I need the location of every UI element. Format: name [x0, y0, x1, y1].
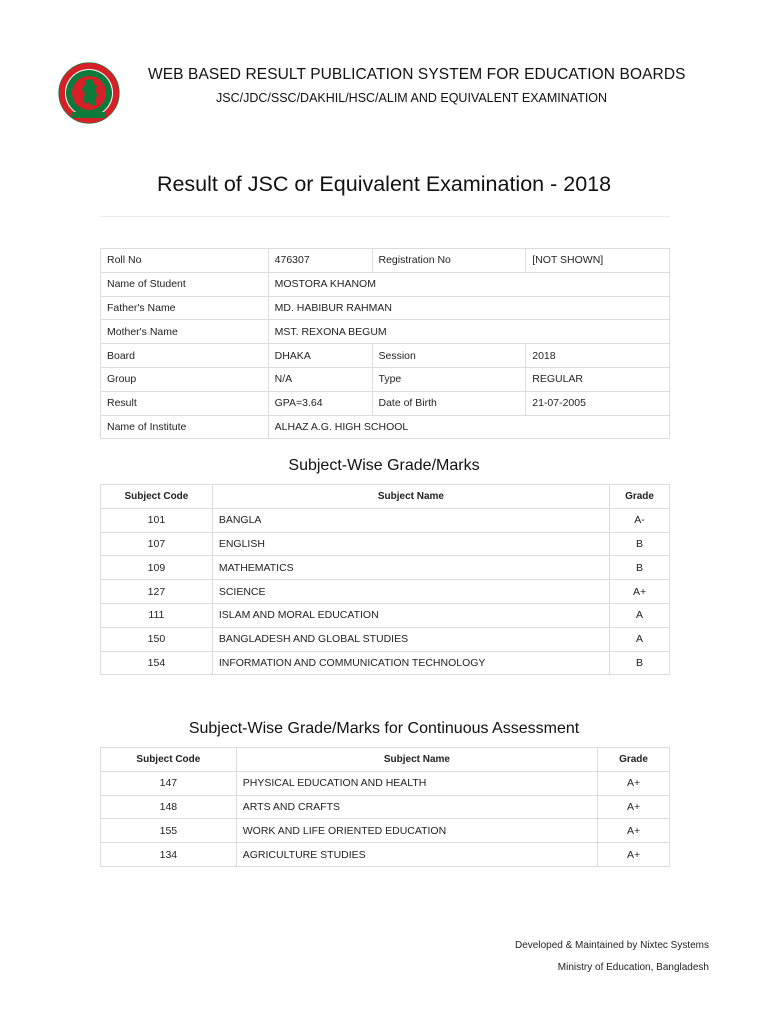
dob-value: 21-07-2005	[526, 391, 670, 415]
subject-name: ENGLISH	[212, 532, 609, 556]
table-row	[101, 556, 670, 580]
subject-grade: A+	[598, 843, 670, 867]
ca-section-title: Subject-Wise Grade/Marks for Continuous Assessment	[188, 720, 580, 737]
result-label: Result	[101, 391, 269, 415]
column-header-code: Subject Code	[101, 748, 237, 772]
table-row	[101, 391, 670, 415]
column-header-grade: Grade	[610, 485, 670, 509]
table-row	[101, 296, 670, 320]
subject-name: WORK AND LIFE ORIENTED EDUCATION	[236, 819, 597, 843]
subject-code: 154	[101, 651, 213, 675]
government-seal-logo	[58, 62, 120, 124]
column-header-name: Subject Name	[212, 485, 609, 509]
table-row	[101, 508, 670, 532]
session-label: Session	[372, 344, 526, 368]
subject-grade: B	[610, 651, 670, 675]
subjects-section-title: Subject-Wise Grade/Marks	[288, 457, 480, 474]
table-row	[101, 771, 670, 795]
subject-grade: A+	[598, 819, 670, 843]
subject-code: 148	[101, 795, 237, 819]
student-name-label: Name of Student	[101, 272, 269, 296]
father-name-label: Father's Name	[101, 296, 269, 320]
roll-value: 476307	[268, 249, 372, 273]
subject-grades-table	[100, 484, 670, 675]
table-header-row	[101, 748, 670, 772]
header-title: WEB BASED RESULT PUBLICATION SYSTEM FOR EDUCATION BOARDS	[148, 66, 686, 83]
group-value: N/A	[268, 367, 372, 391]
page-header	[58, 58, 738, 122]
dob-label: Date of Birth	[372, 391, 526, 415]
subject-code: 109	[101, 556, 213, 580]
table-row	[101, 819, 670, 843]
footer-ministry: Ministry of Education, Bangladesh	[557, 962, 709, 973]
institute-value: ALHAZ A.G. HIGH SCHOOL	[268, 415, 669, 439]
column-header-name: Subject Name	[236, 748, 597, 772]
subject-code: 134	[101, 843, 237, 867]
subject-grade: B	[610, 556, 670, 580]
subject-grade: A	[610, 627, 670, 651]
table-row	[101, 843, 670, 867]
subject-code: 155	[101, 819, 237, 843]
subject-name: BANGLA	[212, 508, 609, 532]
board-value: DHAKA	[268, 344, 372, 368]
footer-developer-credit: Developed & Maintained by Nixtec Systems	[515, 940, 709, 951]
subject-grade: A-	[610, 508, 670, 532]
table-row	[101, 320, 670, 344]
subject-grade: A+	[610, 580, 670, 604]
mother-name-value: MST. REXONA BEGUM	[268, 320, 669, 344]
column-header-grade: Grade	[598, 748, 670, 772]
result-value: GPA=3.64	[268, 391, 372, 415]
table-row	[101, 603, 670, 627]
table-row	[101, 249, 670, 273]
subject-name: BANGLADESH AND GLOBAL STUDIES	[212, 627, 609, 651]
subject-name: PHYSICAL EDUCATION AND HEALTH	[236, 771, 597, 795]
header-subtitle: JSC/JDC/SSC/DAKHIL/HSC/ALIM AND EQUIVALENT EXAMINATION	[216, 91, 608, 105]
subject-grade: B	[610, 532, 670, 556]
table-header-row	[101, 485, 670, 509]
table-row	[101, 272, 670, 296]
table-row	[101, 415, 670, 439]
subject-code: 127	[101, 580, 213, 604]
registration-label: Registration No	[372, 249, 526, 273]
subject-name: MATHEMATICS	[212, 556, 609, 580]
table-row	[101, 532, 670, 556]
subject-grade: A+	[598, 795, 670, 819]
group-label: Group	[101, 367, 269, 391]
subject-code: 101	[101, 508, 213, 532]
institute-label: Name of Institute	[101, 415, 269, 439]
table-row	[101, 627, 670, 651]
subject-code: 107	[101, 532, 213, 556]
mother-name-label: Mother's Name	[101, 320, 269, 344]
table-row	[101, 367, 670, 391]
session-value: 2018	[526, 344, 670, 368]
table-row	[101, 795, 670, 819]
table-row	[101, 580, 670, 604]
subject-name: ISLAM AND MORAL EDUCATION	[212, 603, 609, 627]
subject-code: 111	[101, 603, 213, 627]
type-value: REGULAR	[526, 367, 670, 391]
table-row	[101, 344, 670, 368]
subject-code: 150	[101, 627, 213, 651]
subject-name: AGRICULTURE STUDIES	[236, 843, 597, 867]
table-row	[101, 651, 670, 675]
subject-grade: A+	[598, 771, 670, 795]
registration-value: [NOT SHOWN]	[526, 249, 670, 273]
board-label: Board	[101, 344, 269, 368]
subject-name: INFORMATION AND COMMUNICATION TECHNOLOGY	[212, 651, 609, 675]
subject-name: SCIENCE	[212, 580, 609, 604]
student-name-value: MOSTORA KHANOM	[268, 272, 669, 296]
subject-grade: A	[610, 603, 670, 627]
type-label: Type	[372, 367, 526, 391]
ca-grades-table	[100, 747, 670, 867]
subject-name: ARTS AND CRAFTS	[236, 795, 597, 819]
column-header-code: Subject Code	[101, 485, 213, 509]
subject-code: 147	[101, 771, 237, 795]
roll-label: Roll No	[101, 249, 269, 273]
title-divider	[100, 216, 670, 217]
page-title: Result of JSC or Equivalent Examination - 2018	[156, 172, 612, 196]
student-info-table	[100, 248, 670, 439]
father-name-value: MD. HABIBUR RAHMAN	[268, 296, 669, 320]
